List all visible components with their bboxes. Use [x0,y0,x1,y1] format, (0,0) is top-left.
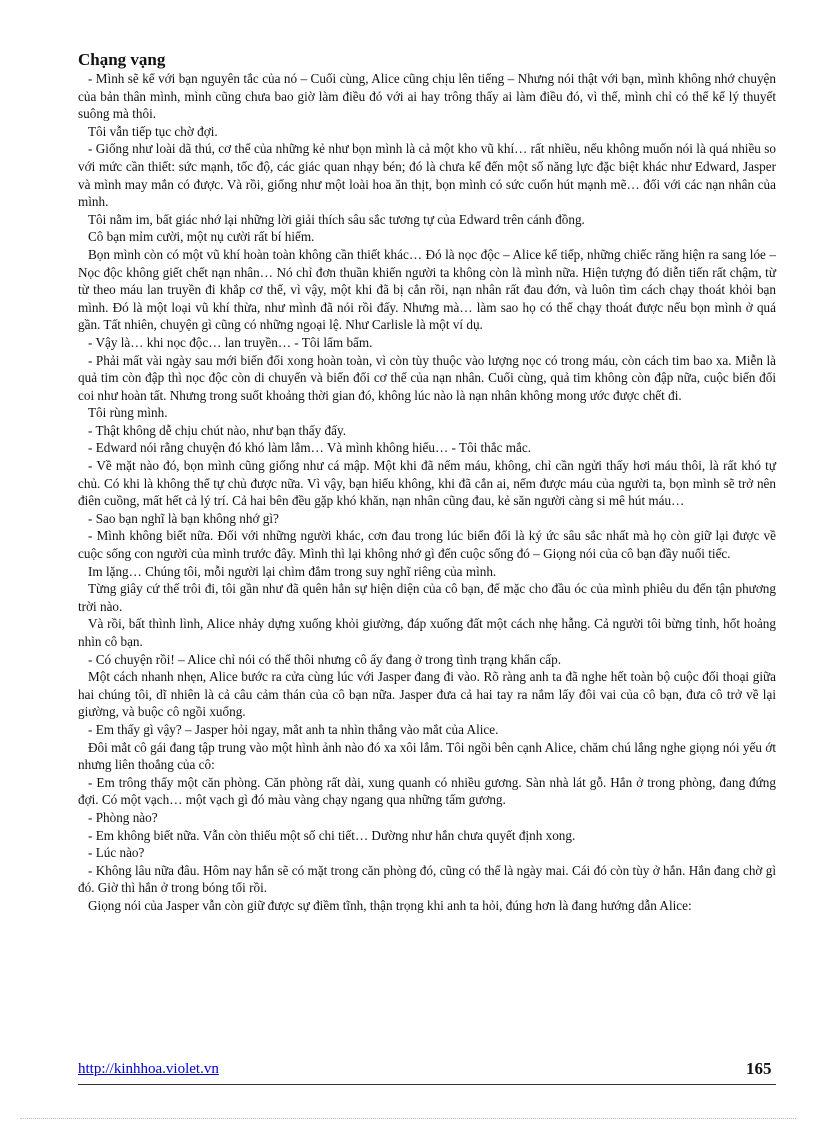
paragraph: Im lặng… Chúng tôi, mỗi người lại chìm đắm trong suy nghĩ riêng của mình. [88,563,497,579]
paragraph: - Giống như loài dã thú, cơ thể của những kẻ như bọn mình là cả một kho vũ khí… rất nhiều, nếu không muốn nói là quá nhiều so với mức cần thiết: sức mạnh, tốc độ, các giác quan nhạy bén; đó là chưa kể đến một số năng lực đặc biệt khác như Edward, Jasper và mình may mắn có được. Và rồi, giống như một loài hoa ăn thịt, bọn mình có sức cuốn hút mạnh mẽ… đối với các nạn nhân của mình. [78,141,776,210]
paragraph: - Em trông thấy một căn phòng. Căn phòng rất dài, xung quanh có nhiều gương. Sàn nhà lát gỗ. Hắn ở trong phòng, đang đứng đợi. Có một vạch… một vạch gì đó màu vàng chạy ngang qua những tấm gương. [78,774,776,808]
page-edge [20,1118,796,1119]
footer-rule [78,1084,776,1085]
body-text [78,70,776,915]
paragraph: - Về mặt nào đó, bọn mình cũng giống như cá mập. Một khi đã nếm máu, không, chỉ cần ngửi thấy hơi máu thôi, là rất khó tự chủ. Có khi là không thể tự chủ được nữa. Vì vậy, bạn hiểu không, khi đã cắn ai, nếm được máu của người ta, bọn mình sẽ trở nên điên cuồng, mất hết cả lý trí. Cả hai bên đều gặp khó khăn, nạn nhân cũng đau, kẻ săn người càng si mê hút máu… [78,458,776,509]
paragraph: - Em thấy gì vậy? – Jasper hỏi ngay, mắt anh ta nhìn thẳng vào mắt của Alice. [88,721,499,737]
paragraph: - Lúc nào? [88,845,145,861]
paragraph: - Mình sẽ kể với bạn nguyên tắc của nó – Cuối cùng, Alice cũng chịu lên tiếng – Nhưng nói thật với bạn, mình không nhớ chuyện của bản thân mình, mình cũng chưa bao giờ làm điều đó với ai hay trông thấy ai làm điều đó, vì thế, mình chỉ có thể kể lý thuyết suông mà thôi. [78,71,776,122]
paragraph: Một cách nhanh nhẹn, Alice bước ra cửa cùng lúc với Jasper đang đi vào. Rõ ràng anh ta đã nghe hết toàn bộ cuộc đối thoại giữa hai chúng tôi, dĩ nhiên là cả câu cảm thán của cô bạn nữa. Jasper đưa cả hai tay ra nắm lấy đôi vai của cô bạn, đưa cô trở về lại giường, và buộc cô ngồi xuống. [78,669,776,720]
paragraph: Đôi mắt cô gái đang tập trung vào một hình ảnh nào đó xa xôi lắm. Tôi ngồi bên cạnh Alice, chăm chú lắng nghe giọng nói yếu ớt nhưng liên thoắng của cô: [78,739,776,773]
paragraph: Giọng nói của Jasper vẫn còn giữ được sự điềm tĩnh, thận trọng khi anh ta hỏi, đúng hơn là đang hướng dẫn Alice: [88,897,692,913]
paragraph: - Mình không biết nữa. Đối với những người khác, cơn đau trong lúc biến đổi là ký ức sâu sắc nhất mà họ còn giữ lại được về cuộc sống con người của mình trước đây. Mình thì lại không nhớ gì đến cuộc sống đó – Giọng nói của cô bạn đầy nuối tiếc. [78,528,776,562]
chapter-title: Chạng vạng [78,50,166,69]
paragraph: - Có chuyện rồi! – Alice chỉ nói có thế thôi nhưng cô ấy đang ở trong tình trạng khẩn cấp. [88,651,562,667]
paragraph: - Thật không dễ chịu chút nào, như bạn thấy đấy. [88,422,347,438]
paragraph: Tôi vẫn tiếp tục chờ đợi. [88,123,218,139]
paragraph: - Edward nói rằng chuyện đó khó làm lắm… Và mình không hiểu… - Tôi thắc mắc. [88,440,532,456]
paragraph: - Vậy là… khi nọc độc… lan truyền… - Tôi lẩm bẩm. [88,334,373,350]
paragraph: Tôi rùng mình. [88,405,168,421]
page-number: 165 [746,1059,772,1078]
footer-link[interactable]: http://kinhhoa.violet.vn [78,1061,219,1077]
paragraph: - Phải mất vài ngày sau mới biến đổi xong hoàn toàn, vì còn tùy thuộc vào lượng nọc có trong máu, còn cách tim bao xa. Miễn là quả tim còn đập thì nọc độc còn di chuyển và biến đổi cơ thể của nạn nhân. Cuối cùng, quả tim không còn đập nữa, cuộc biến đổi coi như hoàn tất. Nhưng trong suốt khoảng thời gian đó, không lúc nào là nạn nhân không mong ước được chết đi. [78,352,776,403]
paragraph: Từng giây cứ thế trôi đi, tôi gần như đã quên hẳn sự hiện diện của cô bạn, để mặc cho đầu óc của mình phiêu du đến tận phương trời nào. [78,581,776,614]
paragraph: - Phòng nào? [88,809,158,825]
paragraph: Tôi nằm im, bất giác nhớ lại những lời giải thích sâu sắc tương tự của Edward trên cánh đồng. [88,211,585,227]
paragraph: Và rồi, bất thình lình, Alice nhảy dựng xuống khỏi giường, đáp xuống đất một cách nhẹ hẫng. Cả người tôi bừng tỉnh, hốt hoảng nhìn cô bạn. [78,616,776,649]
paragraph: - Không lâu nữa đâu. Hôm nay hắn sẽ có mặt trong căn phòng đó, cũng có thể là ngày mai. Cái đó còn tùy ở hắn. Hắn đang chờ gì đó. Giờ thì hắn ở trong bóng tối rồi. [78,862,776,896]
paragraph: - Sao bạn nghĩ là bạn không nhớ gì? [88,510,279,526]
paragraph: Bọn mình còn có một vũ khí hoàn toàn không cần thiết khác… Đó là nọc độc – Alice kể tiếp, những chiếc răng hiện ra sang lóe – Nọc độc không giết chết nạn nhân… Nó chỉ đơn thuần khiến người ta không còn là mình nữa. Hiện tượng đó diễn tiến rất chậm, từ từ theo máu lan truyền đi khắp cơ thể, vì vậy, một khi đã bị cắn rồi, nạn nhân rất đau đớn, và luôn tìm cách chạy thoát khỏi bạn mình. Đó là một loại vũ khí thừa, như mình đã nói rồi đấy. Nhưng mà… làm sao họ có thể chạy thoát được nếu bọn mình ở quá gần. Tất nhiên, chuyện gì cũng có những ngoại lệ. Như Carlisle là một ví dụ. [78,246,776,333]
paragraph: Cô bạn mỉm cười, một nụ cười rất bí hiểm. [88,229,315,245]
paragraph: - Em không biết nữa. Vẫn còn thiếu một số chi tiết… Dường như hắn chưa quyết định xong. [88,827,576,843]
